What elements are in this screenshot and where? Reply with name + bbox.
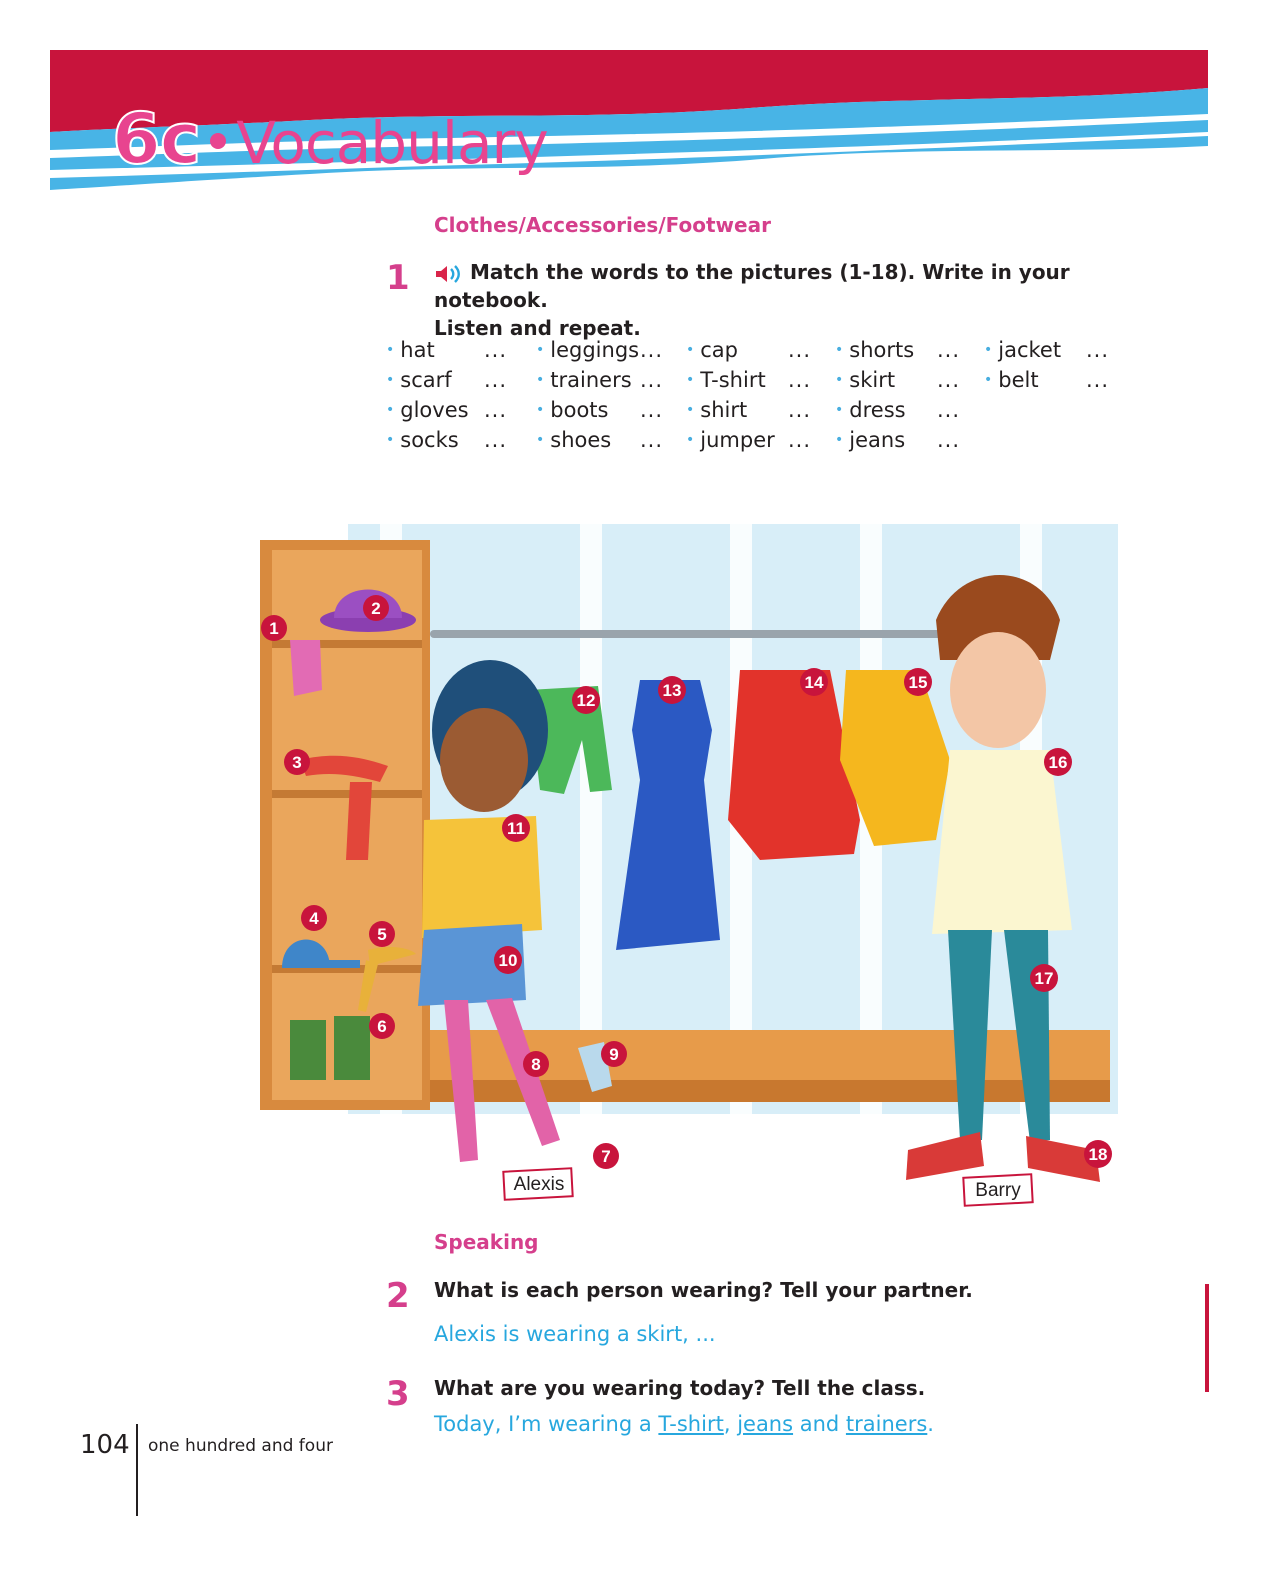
word-column-1 bbox=[386, 338, 536, 458]
clothes-illustration bbox=[260, 520, 1120, 1220]
number-badge bbox=[301, 905, 327, 931]
number-badge bbox=[502, 814, 530, 842]
svg-text:8: 8 bbox=[531, 1055, 541, 1074]
name-tag-barry bbox=[963, 1174, 1032, 1206]
number-badge bbox=[904, 668, 932, 696]
word-column-3 bbox=[686, 338, 836, 458]
svg-text:9: 9 bbox=[609, 1045, 619, 1064]
exercise-2-instruction: What is each person wearing? Tell your partner. bbox=[434, 1278, 973, 1302]
name-tag-alexis bbox=[503, 1168, 572, 1200]
example-word-trainers: trainers bbox=[845, 1412, 928, 1436]
word-item: • jacket ... bbox=[984, 338, 1110, 362]
lesson-title bbox=[112, 98, 548, 180]
word-item: • cap ... bbox=[686, 338, 812, 362]
word-item: • hat ... bbox=[386, 338, 508, 362]
exercise-3-number: 3 bbox=[386, 1374, 410, 1414]
word-item: • scarf ... bbox=[386, 368, 508, 392]
word-item: • belt ... bbox=[984, 368, 1110, 392]
number-badge bbox=[369, 1013, 395, 1039]
word-item: • skirt ... bbox=[835, 368, 961, 392]
number-badge bbox=[1044, 748, 1072, 776]
word-column-2 bbox=[536, 338, 686, 458]
page-number: 104 bbox=[80, 1430, 130, 1460]
svg-text:3: 3 bbox=[292, 753, 302, 772]
number-badge bbox=[494, 946, 522, 974]
svg-text:6: 6 bbox=[377, 1017, 387, 1036]
svg-text:16: 16 bbox=[1048, 753, 1068, 772]
svg-text:12: 12 bbox=[576, 691, 596, 710]
svg-text:1: 1 bbox=[269, 619, 279, 638]
exercise-2-number: 2 bbox=[386, 1276, 410, 1316]
word-item: • trainers ... bbox=[536, 368, 664, 392]
word-column-5 bbox=[984, 338, 1134, 398]
word-item: • T-shirt ... bbox=[686, 368, 812, 392]
word-item: • boots ... bbox=[536, 398, 664, 422]
exercise-3-example: Today, I’m wearing a T-shirt, jeans and trainers. bbox=[434, 1412, 934, 1436]
svg-text:Alexis: Alexis bbox=[513, 1174, 565, 1195]
exercise-1-instruction bbox=[434, 258, 1154, 342]
number-badge bbox=[800, 668, 828, 696]
word-item: • gloves ... bbox=[386, 398, 508, 422]
word-item: • shorts ... bbox=[835, 338, 961, 362]
section-heading-speaking: Speaking bbox=[434, 1230, 539, 1254]
word-item: • socks ... bbox=[386, 428, 508, 452]
number-badge bbox=[261, 615, 287, 641]
svg-text:7: 7 bbox=[601, 1147, 611, 1166]
word-item: • jumper ... bbox=[686, 428, 812, 452]
svg-text:11: 11 bbox=[507, 819, 525, 838]
svg-text:Barry: Barry bbox=[975, 1180, 1021, 1201]
svg-text:4: 4 bbox=[309, 909, 319, 928]
word-column-4 bbox=[835, 338, 985, 458]
svg-text:5: 5 bbox=[377, 925, 387, 944]
number-badge bbox=[593, 1143, 619, 1169]
svg-text:18: 18 bbox=[1088, 1145, 1108, 1164]
number-badge bbox=[658, 676, 686, 704]
exercise-2-example: Alexis is wearing a skirt, ... bbox=[434, 1322, 716, 1346]
page-number-words: one hundred and four bbox=[148, 1436, 333, 1456]
speaker-icon[interactable] bbox=[434, 263, 464, 285]
exercise-3-instruction: What are you wearing today? Tell the class. bbox=[434, 1376, 926, 1400]
number-badge bbox=[1084, 1140, 1112, 1168]
word-item: • leggings ... bbox=[536, 338, 664, 362]
title-dot bbox=[210, 133, 226, 149]
word-item: • dress ... bbox=[835, 398, 961, 422]
instruction-line-1: Match the words to the pictures (1-18). Write in your notebook. bbox=[434, 260, 1070, 312]
svg-text:17: 17 bbox=[1034, 969, 1054, 988]
number-badge bbox=[363, 595, 389, 621]
word-item: • shoes ... bbox=[536, 428, 664, 452]
svg-text:15: 15 bbox=[908, 673, 928, 692]
exercise-1-number: 1 bbox=[386, 258, 410, 298]
lesson-title-word: Vocabulary bbox=[236, 109, 548, 177]
number-badge bbox=[601, 1041, 627, 1067]
instruction-line-2: Listen and repeat. bbox=[434, 316, 641, 340]
example-word-jeans: jeans bbox=[737, 1412, 794, 1436]
number-badge bbox=[572, 686, 600, 714]
number-badge bbox=[523, 1051, 549, 1077]
svg-text:2: 2 bbox=[371, 599, 381, 618]
svg-text:14: 14 bbox=[804, 673, 824, 692]
number-badge bbox=[1030, 964, 1058, 992]
number-badge bbox=[369, 921, 395, 947]
word-item: • shirt ... bbox=[686, 398, 812, 422]
svg-text:13: 13 bbox=[662, 681, 682, 700]
word-item: • jeans ... bbox=[835, 428, 961, 452]
section-heading-clothes: Clothes/Accessories/Footwear bbox=[434, 213, 771, 237]
number-badge bbox=[284, 749, 310, 775]
footer-divider bbox=[136, 1424, 138, 1516]
lesson-code: 6c bbox=[112, 98, 201, 180]
svg-text:10: 10 bbox=[498, 951, 518, 970]
page-edge-marker bbox=[1205, 1284, 1209, 1392]
example-word-tshirt: T-shirt bbox=[658, 1412, 724, 1436]
